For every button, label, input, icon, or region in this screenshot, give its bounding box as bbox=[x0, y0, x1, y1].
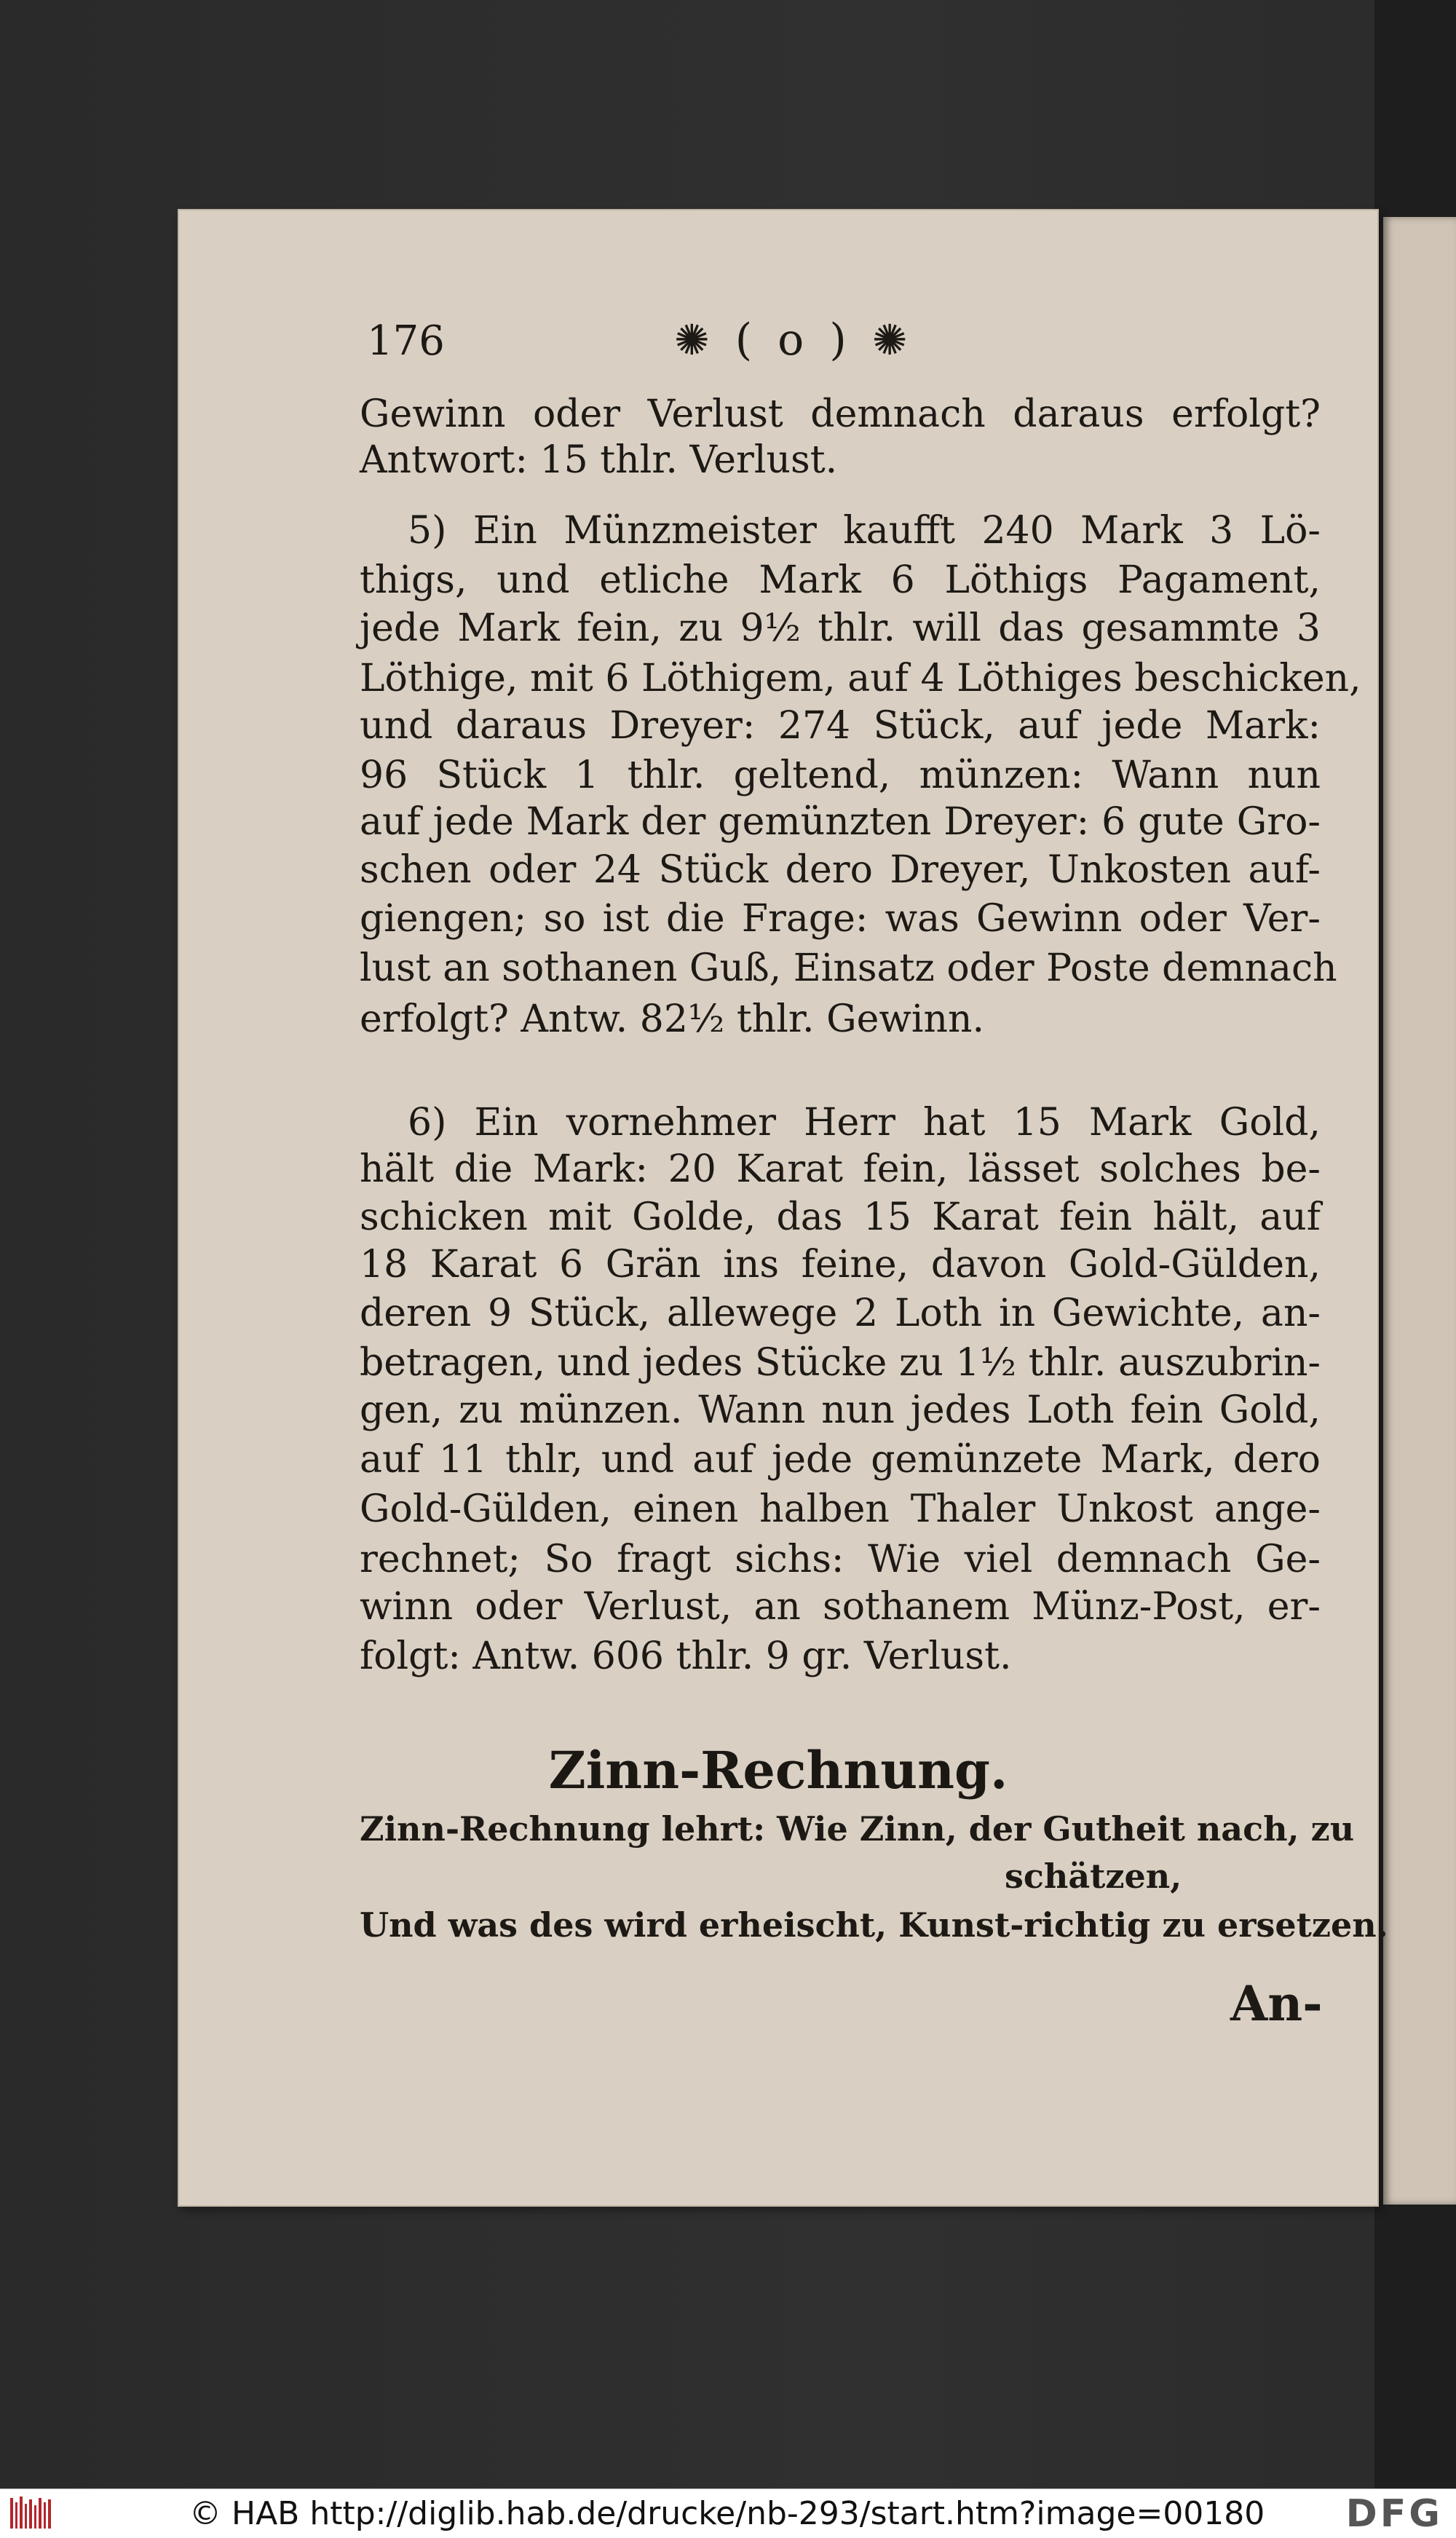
text-line: Gold-Gülden, einen halben Thaler Unkost ange- bbox=[360, 1487, 1321, 1531]
text-line: 5) Ein Münzmeister kaufft 240 Mark 3 Lö- bbox=[408, 509, 1321, 553]
text-line: betragen, und jedes Stücke zu 1½ thlr. auszubrin- bbox=[360, 1341, 1321, 1385]
text-line: hält die Mark: 20 Karat fein, lässet solches be- bbox=[360, 1147, 1321, 1191]
text-line: auf jede Mark der gemünzten Dreyer: 6 gute Gro- bbox=[360, 800, 1321, 844]
verse-line-1-continued: schätzen, bbox=[1005, 1857, 1182, 1896]
text-line: lust an sothanen Guß, Einsatz oder Poste demnach bbox=[360, 946, 1337, 990]
text-line: Löthige, mit 6 Löthigem, auf 4 Löthiges beschicken, bbox=[360, 657, 1361, 700]
text-line: deren 9 Stück, allewege 2 Loth in Gewichte, an- bbox=[360, 1292, 1321, 1335]
text-line: Gewinn oder Verlust demnach daraus erfolgt? bbox=[360, 392, 1321, 436]
section-title: Zinn-Rechnung. bbox=[548, 1740, 1008, 1800]
text-line: jede Mark fein, zu 9½ thlr. will das gesammte 3 bbox=[360, 606, 1321, 650]
text-line: Antwort: 15 thlr. Verlust. bbox=[360, 438, 838, 482]
ornament-right-icon: ✺ bbox=[871, 315, 914, 365]
text-line: winn oder Verlust, an sothanem Münz-Post, er- bbox=[360, 1585, 1321, 1629]
text-line: schen oder 24 Stück dero Dreyer, Unkosten auf- bbox=[360, 848, 1321, 892]
catchword: An- bbox=[1230, 1975, 1323, 2032]
text-line: 96 Stück 1 thlr. geltend, münzen: Wann nun bbox=[360, 754, 1321, 797]
hab-logo-icon bbox=[9, 2495, 55, 2531]
viewer-footer bbox=[0, 2488, 1456, 2538]
text-line: thigs, und etliche Mark 6 Löthigs Pagament, bbox=[360, 558, 1321, 602]
text-line: auf 11 thlr, und auf jede gemünzete Mark, dero bbox=[360, 1438, 1321, 1482]
text-line: gen, zu münzen. Wann nun jedes Loth fein Gold, bbox=[360, 1388, 1321, 1432]
text-line: schicken mit Golde, das 15 Karat fein hält, auf bbox=[360, 1195, 1321, 1239]
page-number: 176 bbox=[367, 317, 445, 365]
dfg-logo: DFG bbox=[1345, 2492, 1443, 2536]
text-line: 6) Ein vornehmer Herr hat 15 Mark Gold, bbox=[408, 1101, 1321, 1145]
adjacent-page-edge bbox=[1383, 217, 1456, 2205]
book-page bbox=[179, 210, 1388, 2205]
text-line: giengen; so ist die Frage: was Gewinn oder Ver- bbox=[360, 897, 1321, 941]
copyright-credit-link[interactable]: © HAB http://diglib.hab.de/drucke/nb-293/start.htm?image=00180 bbox=[189, 2495, 1265, 2532]
text-line: rechnet; So fragt sichs: Wie viel demnach Ge- bbox=[360, 1538, 1321, 1581]
running-head-text: ( o ) bbox=[735, 315, 852, 365]
text-line: und daraus Dreyer: 274 Stück, auf jede Mark: bbox=[360, 704, 1321, 748]
text-line: folgt: Antw. 606 thlr. 9 gr. Verlust. bbox=[360, 1634, 1012, 1678]
ornament-left-icon: ✺ bbox=[674, 315, 716, 365]
verse-line-1: Zinn-Rechnung lehrt: Wie Zinn, der Gutheit nach, zu bbox=[360, 1809, 1355, 1849]
text-line: erfolgt? Antw. 82½ thlr. Gewinn. bbox=[360, 997, 985, 1041]
verse-line-2: Und was des wird erheischt, Kunst-richtig zu ersetzen. bbox=[360, 1905, 1388, 1945]
text-line: 18 Karat 6 Grän ins feine, davon Gold-Gülden, bbox=[360, 1243, 1321, 1286]
running-head bbox=[674, 315, 913, 365]
